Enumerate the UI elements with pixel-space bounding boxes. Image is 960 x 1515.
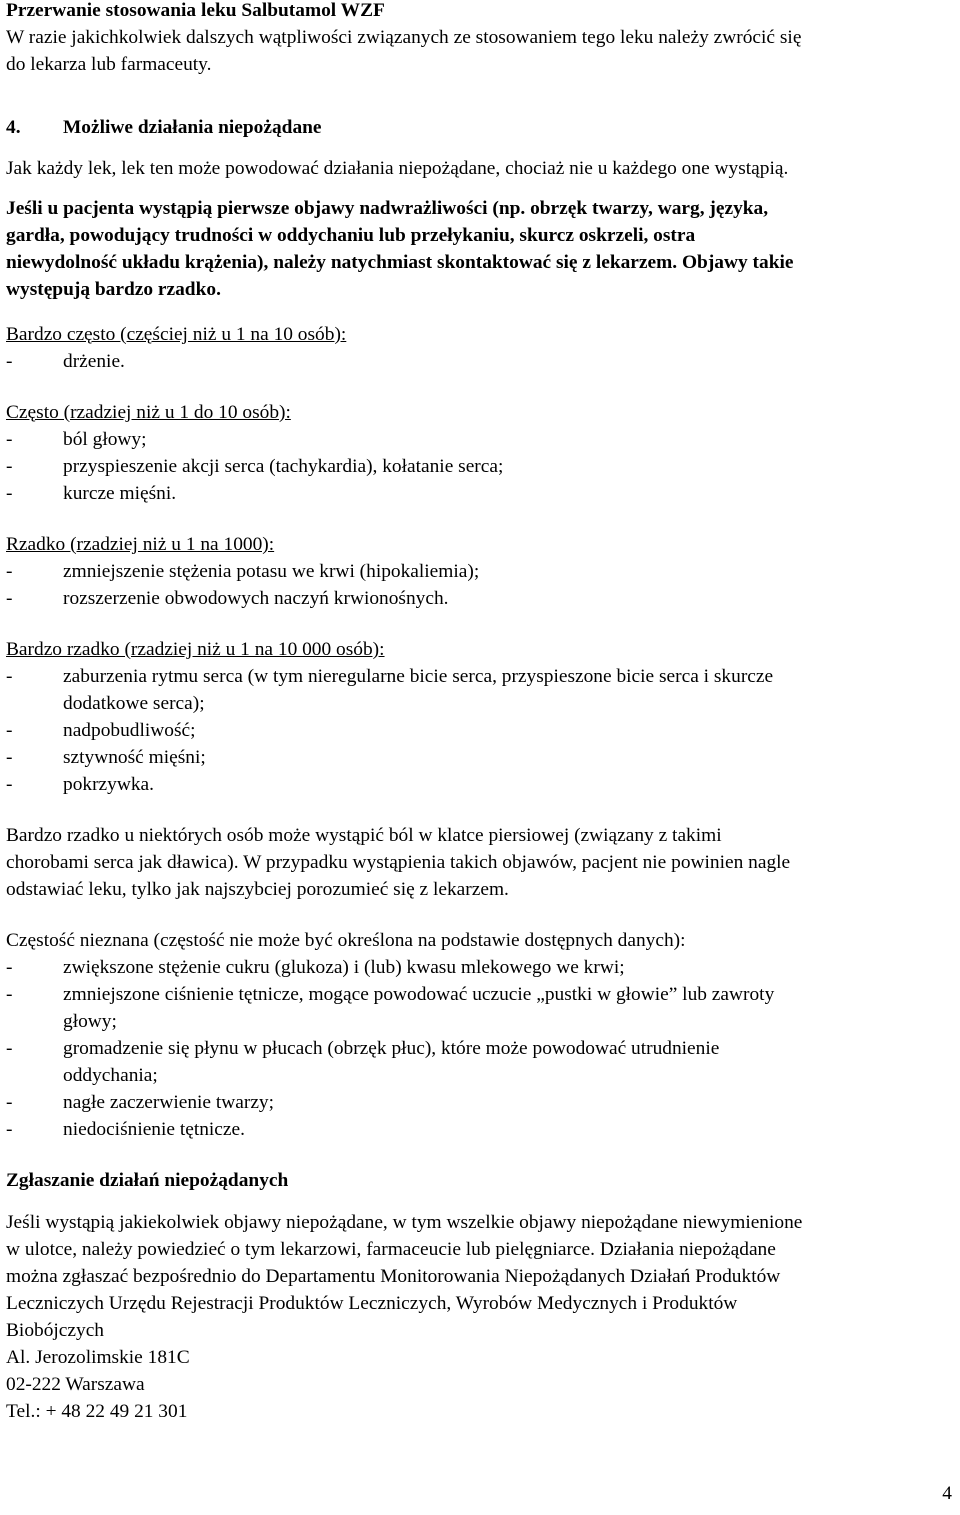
list-item: - ból głowy; — [6, 426, 952, 453]
list-dash: - — [6, 588, 13, 609]
intro-text: Jak każdy lek, lek ten może powodować działania niepożądane, chociaż nie u każdego one wystąpią. — [6, 158, 789, 179]
list-item: - kurcze mięśni. — [6, 480, 952, 507]
list-item: - niedociśnienie tętnicze. — [6, 1116, 952, 1143]
list-dash: - — [6, 1119, 13, 1140]
list-dash: - — [6, 429, 13, 450]
frequency-heading-unknown: Częstość nieznana (częstość nie może być określona na podstawie dostępnych danych): — [6, 930, 686, 951]
frequency-heading-very-rare: Bardzo rzadko (rzadziej niż u 1 na 10 000 osób): — [6, 639, 385, 660]
text-line: do lekarza lub farmaceuty. — [6, 54, 212, 75]
list-item: - przyspieszenie akcji serca (tachykardia), kołatanie serca; — [6, 453, 952, 480]
text-line: można zgłaszać bezpośrednio do Departamentu Monitorowania Niepożądanych Działań Produktów — [6, 1266, 781, 1287]
frequency-heading-very-common: Bardzo często (częściej niż u 1 na 10 osób): — [6, 324, 347, 345]
list-dash: - — [6, 456, 13, 477]
text-line: odstawiać leku, tylko jak najszybciej porozumieć się z lekarzem. — [6, 879, 509, 900]
list-item: - zmniejszenie stężenia potasu we krwi (hipokaliemia); — [6, 558, 952, 585]
warning-line: niewydolność układu krążenia), należy natychmiast skontaktować się z lekarzem. Objawy takie — [6, 252, 794, 273]
list-item: - nadpobudliwość; — [6, 717, 952, 744]
text-line: w ulotce, należy powiedzieć o tym lekarzowi, farmaceucie lub pielęgniarce. Działania niepożądane — [6, 1239, 776, 1260]
list-item: - zaburzenia rytmu serca (w tym nieregularne bicie serca, przyspieszone bicie serca i skurcze dodatkowe serca); — [6, 663, 952, 717]
list-item: - drżenie. — [6, 348, 952, 375]
text-line: Bardzo rzadko u niektórych osób może wystąpić ból w klatce piersiowej (związany z takimi — [6, 825, 722, 846]
list-dash: - — [6, 351, 13, 372]
warning-line: Jeśli u pacjenta wystąpią pierwsze objawy nadwrażliwości (np. obrzęk twarzy, warg, języka, — [6, 198, 769, 219]
list-item: - pokrzywka. — [6, 771, 952, 798]
list-dash: - — [6, 1092, 13, 1113]
address-line: Al. Jerozolimskie 181C — [6, 1347, 190, 1368]
list-dash: - — [6, 1038, 13, 1059]
page-number: 4 — [942, 1483, 952, 1504]
text-line: W razie jakichkolwiek dalszych wątpliwości związanych ze stosowaniem tego leku należy zwrócić się — [6, 27, 802, 48]
list-item: - zmniejszone ciśnienie tętnicze, mogące powodować uczucie „pustki w głowie” lub zawroty głowy; — [6, 981, 952, 1035]
text-line: Leczniczych Urzędu Rejestracji Produktów Leczniczych, Wyrobów Medycznych i Produktów — [6, 1293, 738, 1314]
list-dash: - — [6, 747, 13, 768]
list-dash: - — [6, 774, 13, 795]
list-dash: - — [6, 957, 13, 978]
list-item: - gromadzenie się płynu w płucach (obrzęk płuc), które może powodować utrudnienie oddychania; — [6, 1035, 952, 1089]
text-line: Biobójczych — [6, 1320, 105, 1341]
list-dash: - — [6, 666, 13, 687]
address-line: 02-222 Warszawa — [6, 1374, 145, 1395]
list-item: - nagłe zaczerwienie twarzy; — [6, 1089, 952, 1116]
frequency-heading-common: Często (rzadziej niż u 1 do 10 osób): — [6, 402, 291, 423]
phone-line: Tel.: + 48 22 49 21 301 — [6, 1401, 188, 1422]
section-stop-title: Przerwanie stosowania leku Salbutamol WZF — [6, 0, 385, 21]
list-item: - zwiększone stężenie cukru (glukoza) i (lub) kwasu mlekowego we krwi; — [6, 954, 952, 981]
list-dash: - — [6, 561, 13, 582]
document-page — [6, 0, 952, 1425]
warning-line: występują bardzo rzadko. — [6, 279, 221, 300]
list-item: - rozszerzenie obwodowych naczyń krwionośnych. — [6, 585, 952, 612]
list-dash: - — [6, 720, 13, 741]
section-4-heading — [6, 114, 952, 141]
list-item: - sztywność mięśni; — [6, 744, 952, 771]
section-title: Możliwe działania niepożądane — [63, 117, 322, 138]
list-dash: - — [6, 483, 13, 504]
reporting-title: Zgłaszanie działań niepożądanych — [6, 1170, 289, 1191]
list-dash: - — [6, 984, 13, 1005]
text-line: Jeśli wystąpią jakiekolwiek objawy niepożądane, w tym wszelkie objawy niepożądane niewymienione — [6, 1212, 803, 1233]
section-number: 4. — [6, 117, 21, 138]
warning-line: gardła, powodujący trudności w oddychaniu lub przełykaniu, skurcz oskrzeli, ostra — [6, 225, 696, 246]
frequency-heading-rare: Rzadko (rzadziej niż u 1 na 1000): — [6, 534, 275, 555]
text-line: chorobami serca jak dławica). W przypadku wystąpienia takich objawów, pacjent nie powinien nagle — [6, 852, 791, 873]
